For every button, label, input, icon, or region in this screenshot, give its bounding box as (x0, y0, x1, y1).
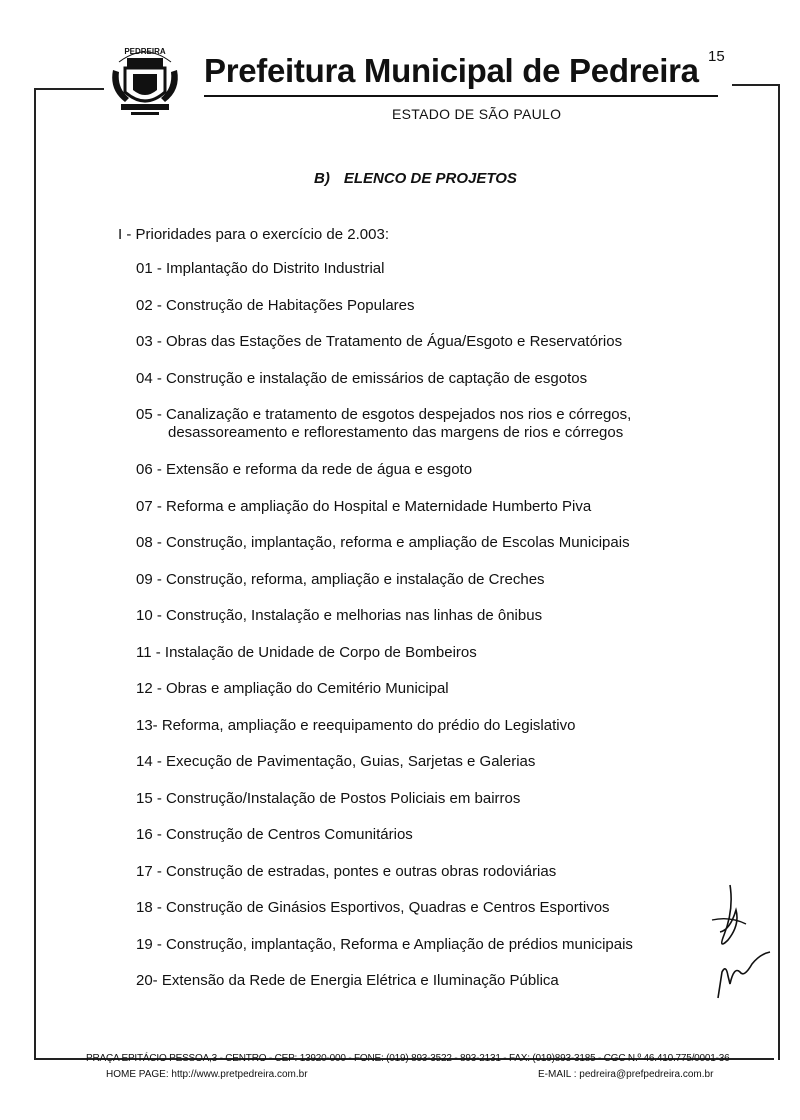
state-subtitle: ESTADO DE SÃO PAULO (392, 106, 562, 122)
list-item: 07 - Reforma e ampliação do Hospital e Maternidade Humberto Piva (136, 497, 592, 515)
section-title: ELENCO DE PROJETOS (343, 170, 517, 187)
list-item: 04 - Construção e instalação de emissários de captação de esgotos (136, 369, 588, 387)
list-item: 06 - Extensão e reforma da rede de água e esgoto (136, 461, 473, 478)
title-underline (204, 95, 718, 97)
municipal-crest-icon (105, 40, 185, 120)
list-item: 19 - Construção, implantação, Reforma e Ampliação de prédios municipais (136, 935, 633, 953)
footer-homepage: HOME PAGE: http://www.pretpedreira.com.br (106, 1069, 308, 1080)
page-title: Prefeitura Municipal de Pedreira (204, 52, 699, 89)
section-heading (314, 170, 531, 187)
page-number: 15 (708, 48, 725, 65)
list-item: 12 - Obras e ampliação do Cemitério Municipal (136, 680, 449, 697)
list-item: 17 - Construção de estradas, pontes e outras obras rodoviárias (136, 862, 557, 880)
list-item: 08 - Construção, implantação, reforma e ampliação de Escolas Municipais (136, 534, 630, 551)
page-frame-top-right (732, 84, 780, 86)
priorities-intro: I - Prioridades para o exercício de 2.003: (118, 226, 389, 243)
list-item: 09 - Construção, reforma, ampliação e instalação de Creches (136, 570, 545, 588)
list-item-continuation: desassoreamento e reflorestamento das margens de rios e córregos (168, 424, 624, 441)
page-frame-top-left (34, 88, 104, 90)
list-item: 10 - Construção, Instalação e melhorias nas linhas de ônibus (136, 607, 543, 624)
footer-address: PRAÇA EPITÁCIO PESSOA,3 - CENTRO - CEP: 13920-000 - FONE: (019) 893-3522 - 893-2131 - FAX: (019)893-3185 - CGC N.º 46.410.775/0001-36 (86, 1053, 730, 1064)
list-item: 03 - Obras das Estações de Tratamento de Água/Esgoto e Reservatórios (136, 333, 623, 350)
project-list (136, 260, 696, 1009)
list-item: 20- Extensão da Rede de Energia Elétrica e Iluminação Pública (136, 972, 559, 989)
list-item: 11 - Instalação de Unidade de Corpo de Bombeiros (136, 643, 477, 661)
handwritten-signature-icon (700, 880, 780, 1000)
list-item: 15 - Construção/Instalação de Postos Policiais em bairros (136, 789, 521, 807)
page-frame-left (34, 88, 36, 1060)
footer-email: E-MAIL : pedreira@prefpedreira.com.br (538, 1069, 714, 1080)
list-item: 13- Reforma, ampliação e reequipamento do prédio do Legislativo (136, 716, 576, 734)
list-item-text: 05 - Canalização e tratamento de esgotos despejados nos rios e córregos, (136, 406, 632, 423)
list-item: 01 - Implantação do Distrito Industrial (136, 260, 385, 277)
list-item: 14 - Execução de Pavimentação, Guias, Sarjetas e Galerias (136, 753, 536, 770)
list-item: 18 - Construção de Ginásios Esportivos, Quadras e Centros Esportivos (136, 899, 610, 916)
section-letter: B) (314, 170, 330, 187)
list-item: 16 - Construção de Centros Comunitários (136, 826, 413, 843)
crest-lettering: PEDREIRA (124, 47, 166, 56)
list-item: 02 - Construção de Habitações Populares (136, 296, 415, 314)
list-item (136, 406, 696, 444)
